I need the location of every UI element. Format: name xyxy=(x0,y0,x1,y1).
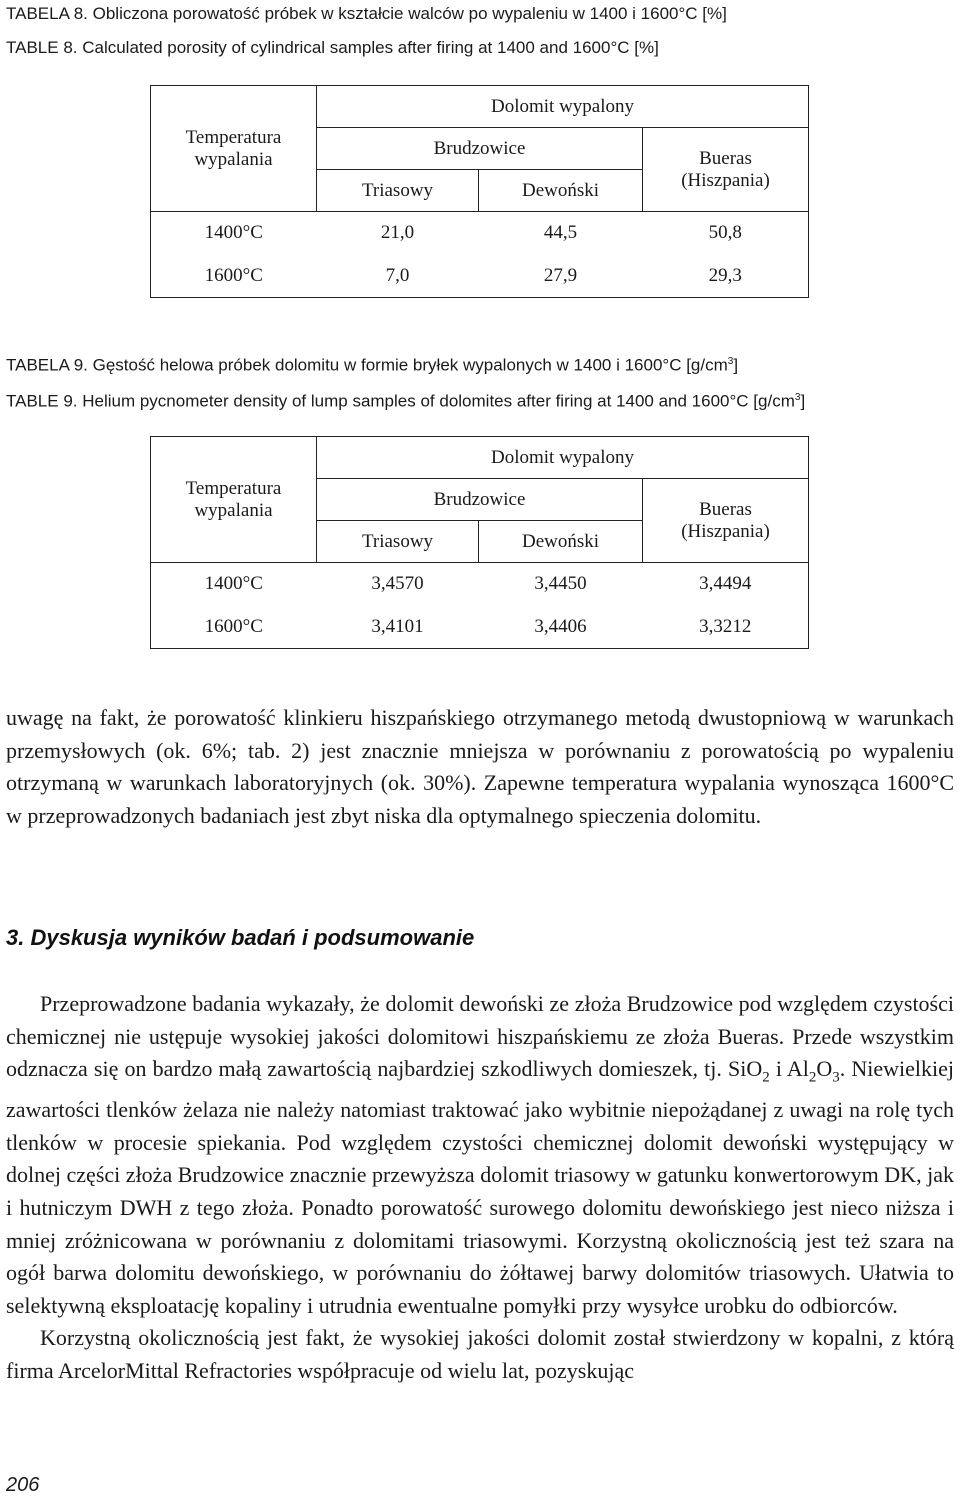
table9-caption-en-close: ] xyxy=(800,391,806,411)
table8 xyxy=(150,85,809,298)
table9-cell-dewonski: 3,4450 xyxy=(479,563,643,606)
table9-cell-temp: 1400°C xyxy=(151,563,317,606)
paragraph2-sub1: 2 xyxy=(762,1069,770,1086)
table9-caption-en-sup: 3 xyxy=(794,392,801,403)
table9-header-temp xyxy=(151,437,317,563)
body-paragraph-2 xyxy=(6,988,954,1322)
table9-header-bueras-line2: (Hiszpania) xyxy=(681,520,770,542)
table9-cell-dewonski: 3,4406 xyxy=(479,606,643,649)
table-row xyxy=(151,563,809,606)
table8-cell-triasowy: 21,0 xyxy=(317,212,479,255)
paragraph2-part1: Przeprowadzone badania wykazały, że dolomit dewoński ze złoża Brudzowice pod względem czystości chemicznej nie ustępuje wysokiej jakości dolomitowi hiszpańskiemu ze złoża Bueras. Przede wszystkim odznacza się on bardzo małą zawartością najbardziej szkodliwych domieszek, tj. SiO xyxy=(6,991,954,1082)
paragraph2-sub3: 3 xyxy=(832,1069,840,1086)
paragraph2-part4: . Niewielkiej zawartości tlenków żelaza nie należy natomiast traktować jako wybitnie niepożądanej z uwagi na rolę tych tlenków w procesie spiekania. Pod względem czystości chemicznej dolomit dewoński występujący w dolnej części złoża Brudzowice znacznie przewyższa dolomit triasowy w gatunku konwertorowym DK, jak i hutniczym DWH z tego złoża. Ponadto porowatość surowego dolomitu dewońskiego jest nieco niższa i mniej zróżnicowana w porównaniu z dolomitami triasowymi. Korzystną okolicznością jest też szara na ogół barwa dolomitu dewońskiego, w porównaniu do żółtawej barwy dolomitów triasowych. Ułatwia to selektywną eksploatację kopaliny i utrudnia ewentualne pomyłki przy wysyłce urobku do odbiorców. xyxy=(6,1056,954,1318)
table-row xyxy=(151,255,809,298)
table8-header-bueras-line2: (Hiszpania) xyxy=(681,169,770,191)
paragraph2-sub2: 2 xyxy=(808,1069,817,1086)
table9-cell-bueras: 3,3212 xyxy=(643,606,809,649)
table9-cell-temp: 1600°C xyxy=(151,606,317,649)
table9-header-temp-line1: Temperatura xyxy=(185,477,282,499)
table9-header-sub: Brudzowice xyxy=(317,479,643,521)
paragraph-text: uwagę na fakt, że porowatość klinkieru hiszpańskiego otrzymanego metodą dwustopniową w warunkach przemysłowych (ok. 6%; tab. 2) jest znacznie mniejsza w porównaniu z porowatością po wypaleniu otrzymaną w warunkach laboratoryjnych (ok. 30%). Zapewne temperatura wypalania wynosząca 1600°C w przeprowadzonych badaniach jest zbyt niska dla optymalnego spieczenia dolomitu. xyxy=(6,705,954,828)
table9-header-bueras-line1: Bueras xyxy=(699,498,752,520)
section-heading: 3. Dyskusja wyników badań i podsumowanie xyxy=(6,925,475,950)
table9-header-triasowy: Triasowy xyxy=(317,521,479,563)
table8-header-temp-line1: Temperatura xyxy=(185,126,282,148)
table8-cell-dewonski: 44,5 xyxy=(479,212,643,255)
table8-cell-dewonski: 27,9 xyxy=(479,255,643,298)
table8-header-triasowy: Triasowy xyxy=(317,170,479,212)
paragraph2-part3: O xyxy=(816,1056,833,1082)
table8-header-bueras xyxy=(643,128,809,212)
table9-caption-en xyxy=(6,388,805,412)
table8-header-group: Dolomit wypalony xyxy=(317,86,809,128)
table8-header-sub: Brudzowice xyxy=(317,128,643,170)
table-row xyxy=(151,606,809,649)
table8-cell-bueras: 29,3 xyxy=(643,255,809,298)
paragraph2-part2: i Al xyxy=(769,1056,809,1082)
table9 xyxy=(150,436,809,649)
body-paragraph-1 xyxy=(6,702,954,832)
table8-cell-temp: 1400°C xyxy=(151,212,317,255)
table8-header-temp xyxy=(151,86,317,212)
table9-header-dewonski: Dewoński xyxy=(479,521,643,563)
body-paragraphs xyxy=(6,988,954,1388)
table8-cell-bueras: 50,8 xyxy=(643,212,809,255)
table9-header-temp-line2: wypalania xyxy=(194,499,273,521)
page-number: 206 xyxy=(6,1474,40,1496)
table9-cell-triasowy: 3,4570 xyxy=(317,563,479,606)
table-row xyxy=(151,212,809,255)
table9-cell-triasowy: 3,4101 xyxy=(317,606,479,649)
table8-caption-en: TABLE 8. Calculated porosity of cylindrical samples after firing at 1400 and 1600°C [%] xyxy=(6,38,659,57)
table8-cell-temp: 1600°C xyxy=(151,255,317,298)
table9-caption-pl-close: ] xyxy=(733,355,739,375)
table9-header-group: Dolomit wypalony xyxy=(317,437,809,479)
table9-caption-pl-sup: 3 xyxy=(727,356,734,367)
table9-caption-en-text: TABLE 9. Helium pycnometer density of lump samples of dolomites after firing at 1400 and 1600°C [g/cm xyxy=(6,391,795,411)
table8-header-bueras-line1: Bueras xyxy=(699,147,752,169)
table9-caption-pl xyxy=(6,352,738,376)
body-paragraph-3: Korzystną okolicznością jest fakt, że wysokiej jakości dolomit został stwierdzony w kopalni, z którą firma ArcelorMittal Refractories współpracuje od wielu lat, pozyskując xyxy=(6,1325,954,1383)
table8-cell-triasowy: 7,0 xyxy=(317,255,479,298)
table8-caption-pl: TABELA 8. Obliczona porowatość próbek w kształcie walców po wypaleniu w 1400 i 1600°C [%] xyxy=(6,4,727,23)
table9-caption-pl-text: TABELA 9. Gęstość helowa próbek dolomitu w formie bryłek wypalonych w 1400 i 1600°C [g/cm xyxy=(6,355,728,375)
table8-header-dewonski: Dewoński xyxy=(479,170,643,212)
table9-cell-bueras: 3,4494 xyxy=(643,563,809,606)
table8-header-temp-line2: wypalania xyxy=(194,148,273,170)
table9-header-bueras xyxy=(643,479,809,563)
